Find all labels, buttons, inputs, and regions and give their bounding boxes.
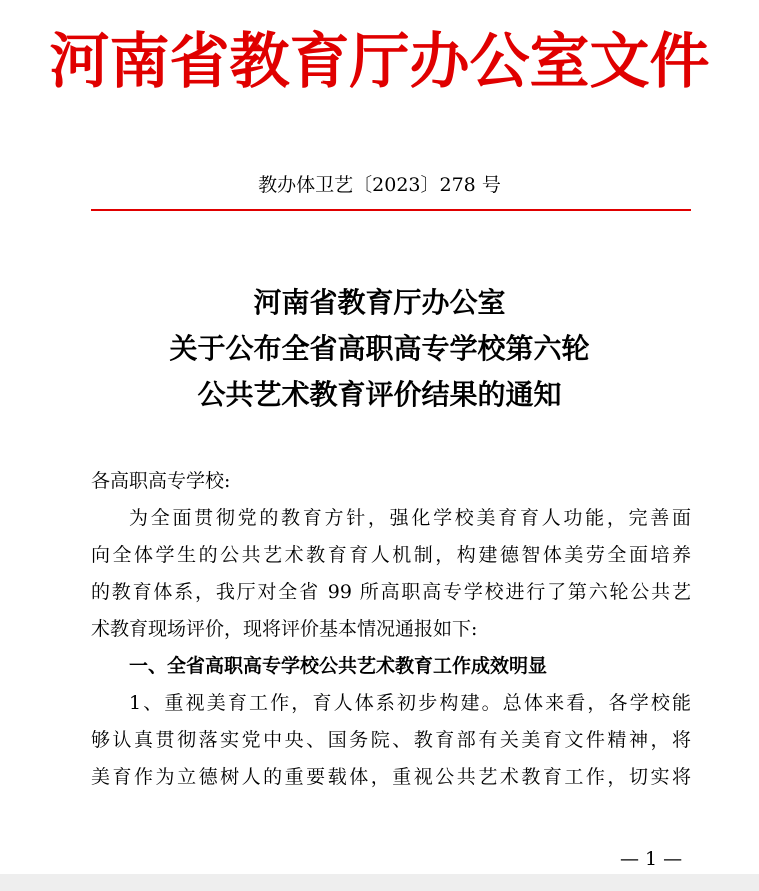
page-number: — 1 — (620, 848, 683, 870)
paragraph-line: 够认真贯彻落实党中央、国务院、教育部有关美育文件精神，将 (91, 729, 691, 751)
notice-title-line-1: 河南省教育厅办公室 (253, 286, 506, 319)
paragraph-line: 的教育体系，我厅对全省 99 所高职高专学校进行了第六轮公共艺 (91, 581, 691, 603)
notice-title-line-2: 关于公布全省高职高专学校第六轮 (169, 332, 590, 365)
section-heading: 一、全省高职高专学校公共艺术教育工作成效明显 (129, 655, 548, 677)
paragraph-line: 向全体学生的公共艺术教育育人机制，构建德智体美劳全面培养 (91, 544, 691, 566)
document-body (91, 463, 691, 796)
red-separator-line (91, 209, 691, 211)
paragraph-line: 1、重视美育工作，育人体系初步构建。总体来看，各学校能 (129, 692, 691, 714)
notice-title (0, 280, 759, 418)
notice-title-line-3: 公共艺术教育评价结果的通知 (197, 378, 562, 411)
paragraph-line: 术教育现场评价，现将评价基本情况通报如下: (91, 618, 478, 640)
document-header-title: 河南省教育厅办公室文件 (49, 27, 710, 97)
document-number: 教办体卫艺〔2023〕278 号 (258, 174, 501, 196)
salutation: 各高职高专学校: (91, 470, 231, 492)
paragraph-line: 美育作为立德树人的重要载体，重视公共艺术教育工作，切实将 (91, 766, 691, 788)
viewer-bottom-bar (0, 874, 759, 891)
paragraph-line: 为全面贯彻党的教育方针，强化学校美育育人功能，完善面 (129, 507, 691, 529)
